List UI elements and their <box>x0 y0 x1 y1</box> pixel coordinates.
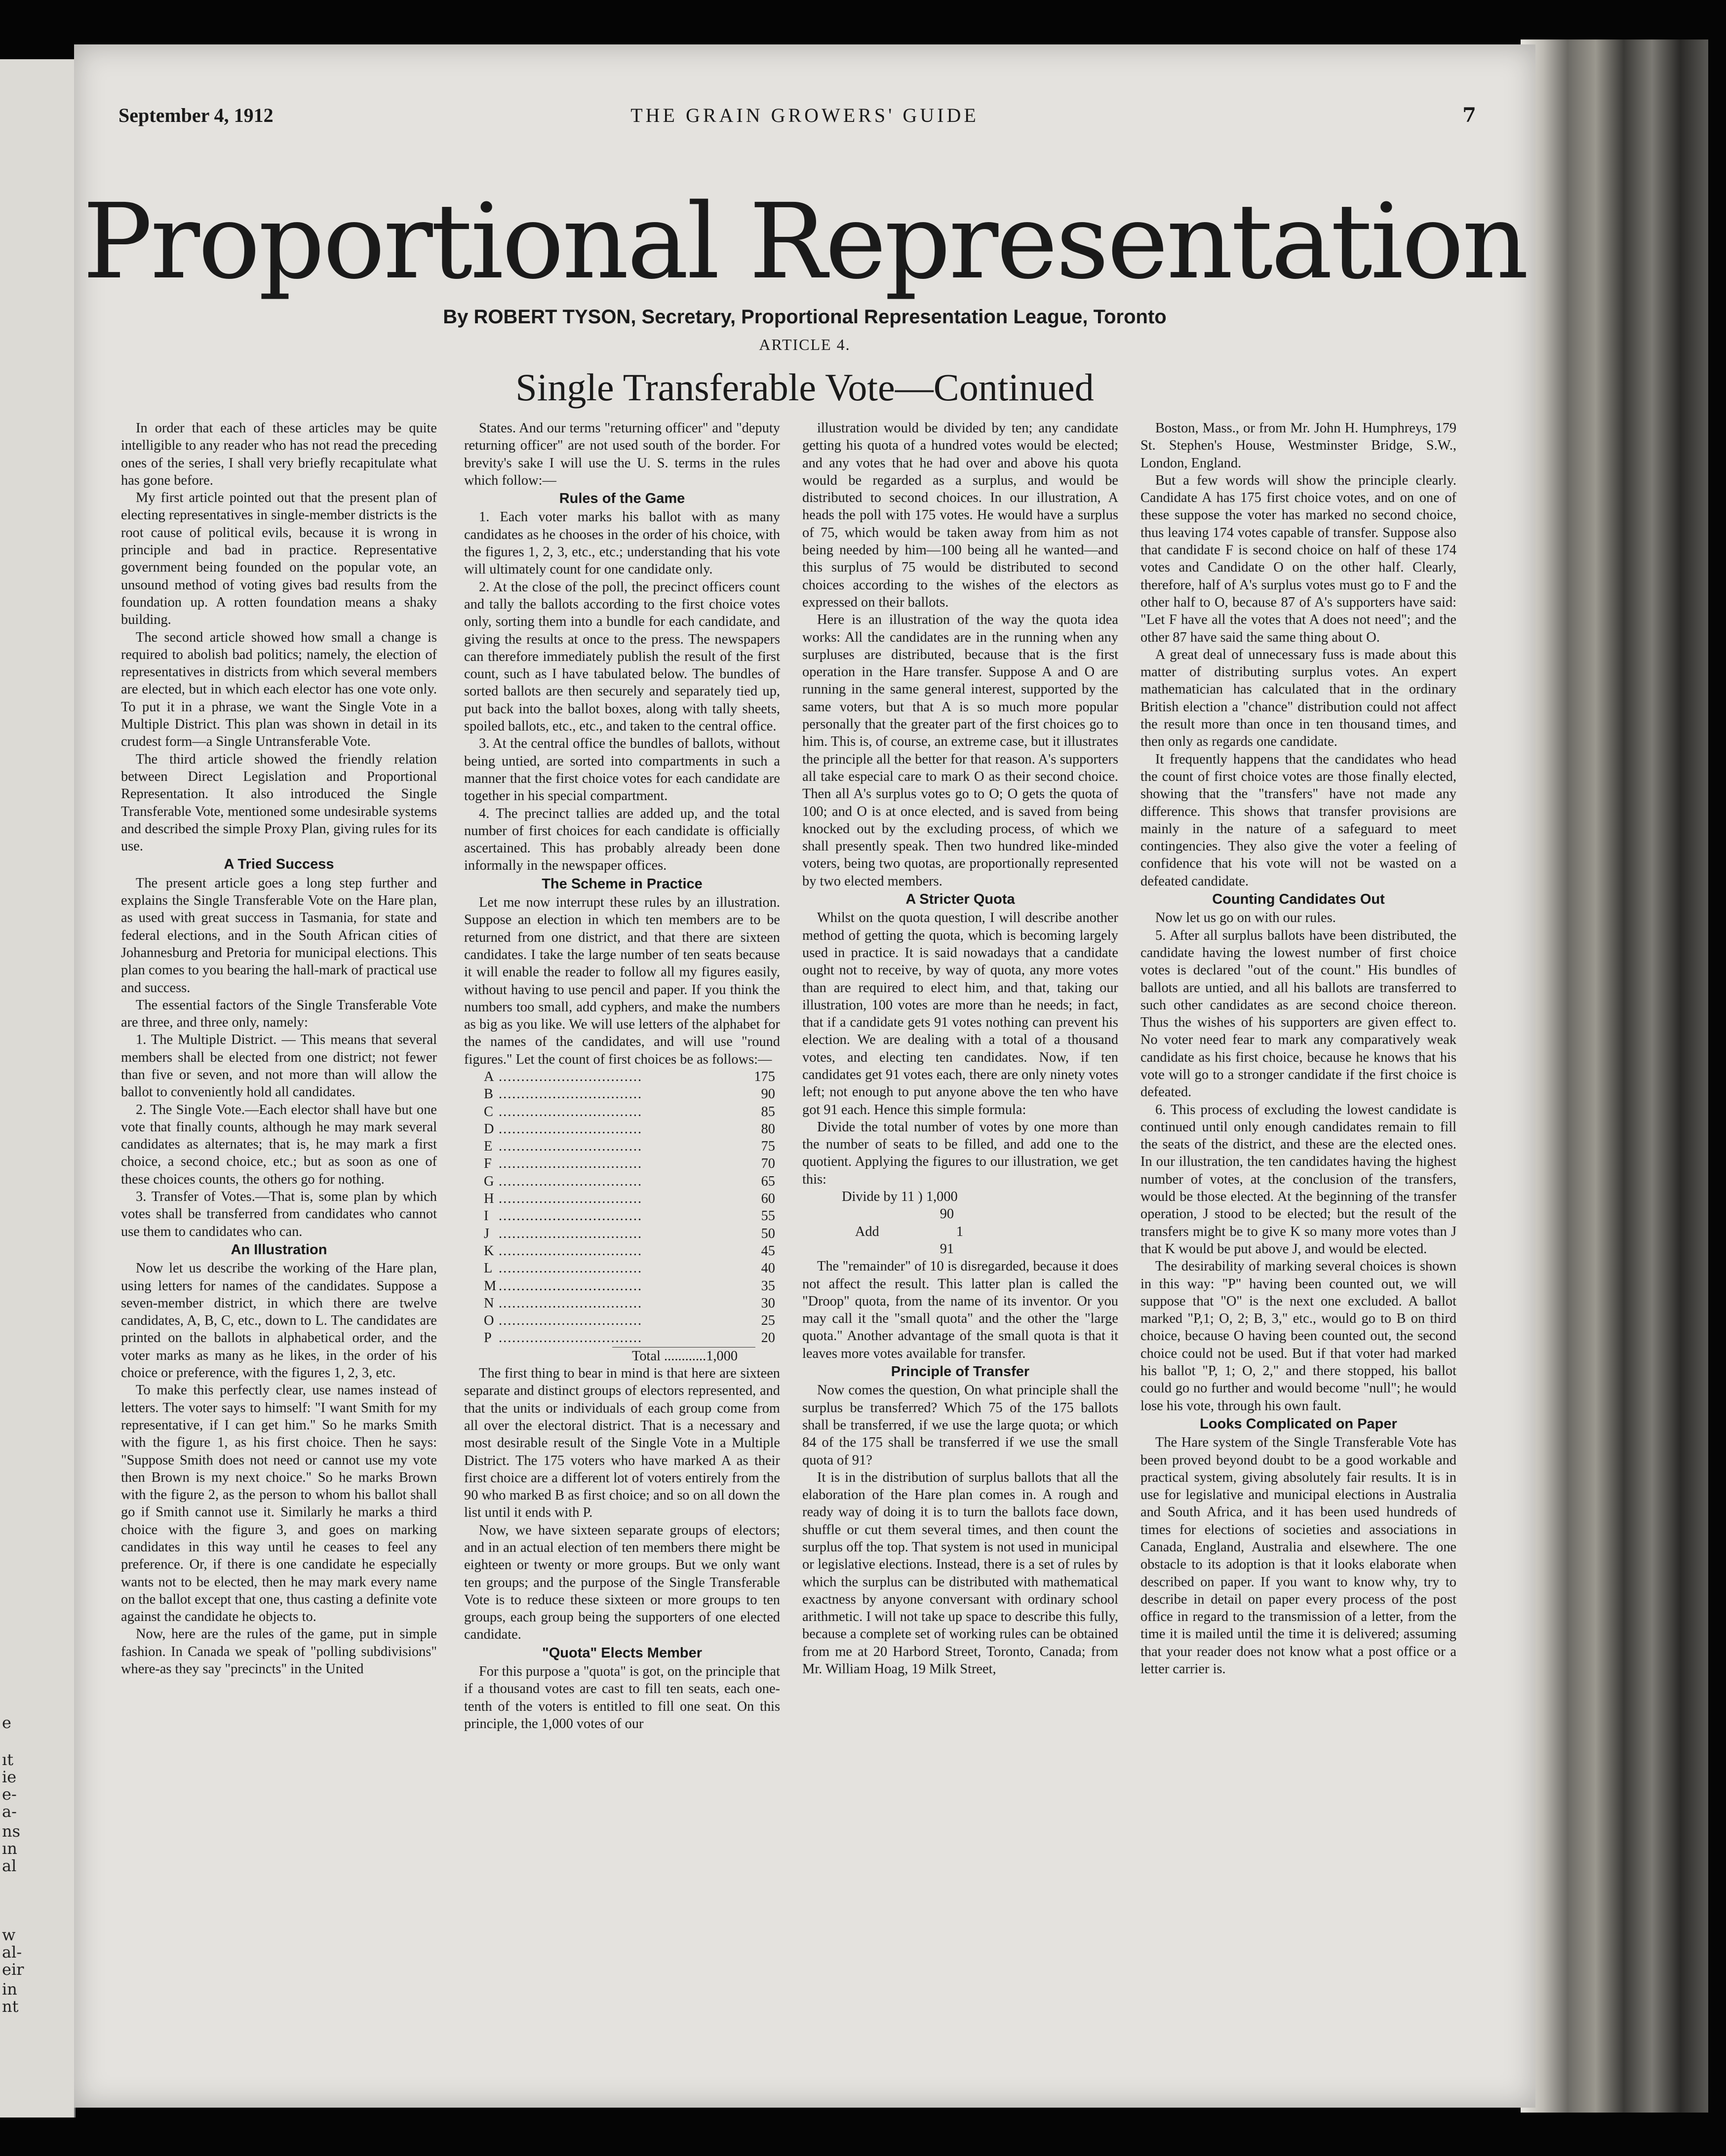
paragraph: The "remainder" of 10 is disregarded, because it does not affect the result. This latter plan is called the "Droop" quota, from the name of its inventor. Or you may call it the "small quota" and the other the "large quota." Another advantage of the small quota is that it leaves more votes available for transfer. <box>802 1259 1118 1361</box>
margin-fragment: ns <box>2 1822 21 1841</box>
vote-count: 25 <box>761 1313 775 1329</box>
paragraph: Boston, Mass., or from Mr. John H. Humphreys, 179 St. Stephen's House, Westminster Bridge, S.W., London, England. <box>1140 421 1456 471</box>
leader-dots <box>499 1260 741 1277</box>
paragraph: My first article pointed out that the present plan of electing representatives in single-member districts is the root cause of political evils, because it is wrong in principle and bad in practice. Representative government being founded on the popular vote, an unsound method of voting gives bad results from the foundation up. A rotten foundation means a shaky building. <box>121 490 437 628</box>
page-header <box>74 104 1535 133</box>
leader-dots <box>499 1068 741 1085</box>
page-number: 7 <box>1462 104 1476 127</box>
calc-line: Divide by 11 ) 1,000 <box>842 1189 958 1205</box>
paragraph: To make this perfectly clear, use names instead of letters. The voter says to himself: "I want Smith for my representative, if I can get him." So he marks Smith with the figure 1, as his first choice. Then he says: "Suppose Smith does not need or cannot use my vote then Brown is my next choice." So he marks Brown with the figure 2, as the person to whom his ballot shall go if Smith cannot use it. Similarly he marks a third choice with the figure 3, and goes on marking candidates in this way until he ceases to feel any preference. Or, if there is one candidate he especially wants not to be elected, then he may mark every name on the ballot except that one, thus casting a definite vote against the candidate he objects to. <box>121 1383 437 1625</box>
paragraph: Now, we have sixteen separate groups of electors; and in an actual election of ten members there might be eighteen or twenty or more groups. But we only want ten groups; and the purpose of the Single Transferable Vote is to reduce these sixteen or more groups to ten groups, each group being the supporters of one elected candidate. <box>464 1522 780 1643</box>
candidate-letter: M <box>484 1278 497 1294</box>
paragraph: Let me now interrupt these rules by an illustration. Suppose an election in which ten members are to be returned from one district, and that there are sixteen candidates. I take the large number of ten seats because it will enable the reader to follow all my figures easily, without having to use pencil and paper. If you think the numbers too small, add cyphers, and make the numbers as big as you like. We will use letters of the alphabet for the names of the candidates, and will use "round figures." Let the count of first choices be as follows:— <box>464 895 780 1067</box>
heading-scheme: The Scheme in Practice <box>542 876 703 892</box>
paragraph: The Hare system of the Single Transferable Vote has been proved beyond doubt to be a good workable and practical system, giving absolutely fair results. It is in use for legislative and municipal elections in Australia and South Africa, and it has been used hundreds of times for elections of societies and associations in Canada, England, Australia and elsewhere. The one obstacle to its adoption is that it looks elaborate when described on paper. If you want to know why, try to describe in detail on paper every process of the post office in regard to the transmission of a letter, from the time it is mailed until the time it is delivered; assuming that your reader does not know what a post office or a letter carrier is. <box>1140 1435 1456 1677</box>
paragraph: 3. Transfer of Votes.—That is, some plan by which votes shall be transferred from candidates who cannot use them to candidates who can. <box>121 1189 437 1239</box>
vote-count: 70 <box>761 1156 775 1172</box>
margin-fragment: in <box>2 1980 17 1999</box>
vote-count: 30 <box>761 1295 775 1311</box>
tally-row <box>464 1190 780 1207</box>
column-2 <box>464 420 780 1732</box>
calc-line: 90 <box>842 1206 954 1222</box>
leader-dots <box>499 1085 741 1103</box>
tally-row <box>464 1207 780 1225</box>
candidate-letter: I <box>484 1208 489 1224</box>
paragraph: 1. The Multiple District. — This means that several members shall be elected from one district; not fewer than five or seven, and not more than will allow the ballot to conveniently hold all candidates. <box>121 1032 437 1100</box>
article-number: ARTICLE 4. <box>759 336 851 353</box>
tally-row <box>464 1120 780 1138</box>
heading-quota: "Quota" Elects Member <box>542 1645 703 1661</box>
candidate-letter: P <box>484 1330 492 1346</box>
heading-counting: Counting Candidates Out <box>1212 891 1385 908</box>
candidate-letter: J <box>484 1226 490 1241</box>
leader-dots <box>499 1295 741 1312</box>
tally-row <box>464 1068 780 1085</box>
candidate-letter: A <box>484 1069 494 1084</box>
candidate-letter: B <box>484 1086 493 1102</box>
candidate-letter: H <box>484 1191 494 1207</box>
leader-dots <box>499 1173 741 1190</box>
candidate-letter: N <box>484 1295 494 1311</box>
vote-count: 90 <box>761 1086 775 1102</box>
candidate-letter: D <box>484 1121 494 1137</box>
margin-fragment: ie <box>2 1768 17 1786</box>
vote-count: 175 <box>754 1069 775 1084</box>
paragraph: It is in the distribution of surplus ballots that all the elaboration of the Hare plan comes in. A rough and ready way of doing it is to turn the ballots face down, shuffle or cut them several times, and then count the surplus off the top. That system is not used in municipal or legislative elections. Instead, there is a set of rules by which the surplus can be distributed with mathematical exactness by anyone conversant with ordinary school arithmetic. I will not take up space to describe this fully, because a complete set of working rules can be obtained from me at 20 Harbord Street, Toronto, Canada; from Mr. William Hoag, 19 Milk Street, <box>802 1469 1118 1677</box>
tally-row <box>464 1260 780 1277</box>
first-choice-tally <box>464 1068 780 1347</box>
paragraph: 2. At the close of the poll, the precinct officers count and tally the ballots according to the first choice votes only, sorting them into a bundle for each candidate, and giving the results at once to the press. The newspapers can therefore immediately publish the result of the first count, such as I have tabulated below. The bundles of sorted ballots are then securely and separately tied up, put back into the ballot boxes, along with tally sheets, spoiled ballots, etc., etc., and taken to the central office. <box>464 579 780 734</box>
margin-fragment: w <box>2 1925 16 1944</box>
paragraph: The essential factors of the Single Transferable Vote are three, and three only, namely: <box>121 997 437 1031</box>
margin-fragment: e- <box>2 1785 17 1804</box>
candidate-letter: G <box>484 1173 494 1189</box>
paragraph: 2. The Single Vote.—Each elector shall have but one vote that finally counts, although he may mark several candidates as alternates; that is, he may mark a first choice, a second choice, etc.; but as soon as one of these choices counts, the others go for nothing. <box>121 1102 437 1187</box>
margin-fragment: al <box>2 1856 17 1875</box>
column-4 <box>1140 420 1456 1678</box>
paragraph: The desirability of marking several choices is shown in this way: "P" having been counted out, we will suppose that "O" is the next one excluded. A ballot marked "P,1; O, 2; B, 3," etc., would go to B on third choice, because O having been counted out, the second choice could not be used. But if that voter had marked his ballot "P, 1; O, 2," and there stopped, his ballot could go no further and would become "null"; he would lose his vote, through his own fault. <box>1140 1259 1456 1414</box>
candidate-letter: E <box>484 1139 493 1155</box>
tally-row <box>464 1155 780 1172</box>
paragraph: The third article showed the friendly relation between Direct Legislation and Proportional Representation. It also introduced the Single Transferable Vote, mentioned some undesirable systems and described the simple Proxy Plan, giving rules for its use. <box>121 751 437 854</box>
leader-dots <box>499 1312 741 1329</box>
vote-count: 20 <box>761 1330 775 1346</box>
quota-calculation <box>802 1188 1118 1258</box>
paragraph: States. And our terms "returning officer" and "deputy returning officer" are not used south of the border. For brevity's sake I will use the U. S. terms in the rules which follow:— <box>464 421 780 488</box>
leader-dots <box>499 1242 741 1260</box>
byline: By ROBERT TYSON, Secretary, Proportional Representation League, Toronto <box>443 306 1167 328</box>
vote-count: 55 <box>761 1208 775 1224</box>
paragraph: It frequently happens that the candidates who head the count of first choice votes are those finally elected, showing that the "transfers" have not made any difference. This shows that transfer provisions are mainly in the nature of a safeguard to meet contingencies. They also give the voter a feeling of confidence that his vote will not be wasted on a defeated candidate. <box>1140 751 1456 889</box>
vote-count: 85 <box>761 1104 775 1119</box>
column-3 <box>802 420 1118 1678</box>
vote-count: 45 <box>761 1243 775 1259</box>
margin-fragment: ıt <box>2 1750 14 1769</box>
adjacent-page-sliver <box>0 59 76 2118</box>
candidate-letter: C <box>484 1104 493 1119</box>
article-subtitle: Single Transferable Vote—Continued <box>515 366 1094 409</box>
paragraph: 3. At the central office the bundles of ballots, without being untied, are sorted into compartments in such a manner that the first choice votes for each candidate are together in his special compartment. <box>464 736 780 804</box>
book-spine-edge <box>1521 39 1708 2113</box>
vote-count: 60 <box>761 1191 775 1207</box>
candidate-letter: F <box>484 1156 492 1172</box>
leader-dots <box>499 1138 741 1155</box>
vote-count: 40 <box>761 1261 775 1276</box>
leader-dots <box>499 1103 741 1120</box>
newspaper-name: THE GRAIN GROWERS' GUIDE <box>630 104 979 126</box>
paragraph: Now let us go on with our rules. <box>1155 910 1336 926</box>
paragraph: 5. After all surplus ballots have been distributed, the candidate having the lowest number of first choice votes is declared "out of the count." His bundles of ballots are untied, and all his ballots are transferred to such other candidates as are second choice thereon. Thus the wishes of his supporters are given effect to. No voter need fear to mark any comparatively weak candidate as his first choice, because he knows that his vote will go to a stronger candidate if the first choice is defeated. <box>1140 927 1456 1100</box>
vote-count: 50 <box>761 1226 775 1241</box>
calc-line: 91 <box>842 1241 954 1257</box>
newspaper-page <box>74 44 1535 2108</box>
tally-row <box>464 1173 780 1190</box>
paragraph: But a few words will show the principle clearly. Candidate A has 175 first choice votes, and on one of these suppose the voter has marked no second choice, thus leaving 174 votes capable of transfer. Suppose also that candidate F is second choice on half of these 174 votes and Candidate O on the other half. Clearly, therefore, half of A's surplus votes must go to F and the other half to O, because 87 of A's supporters have said: "Let F have all the votes that A does not need"; and the other 87 have said the same thing about O. <box>1140 472 1456 645</box>
leader-dots <box>499 1329 741 1347</box>
heading-tried-success: A Tried Success <box>224 856 334 873</box>
paragraph: 4. The precinct tallies are added up, and the total number of first choices for each candidate is officially ascertained. This has probably already been done informally in the newspaper offices. <box>464 806 780 874</box>
paragraph: The first thing to bear in mind is that here are sixteen separate and distinct groups of electors represented, and that the units or individuals of each group come from all over the electoral district. That is a necessary and most desirable result of the Single Vote in a Multiple District. The 175 voters who have marked A as their first choice are a different lot of voters entirely from the 90 who marked B as first choice; and so on all down the list until it ends with P. <box>464 1366 780 1521</box>
paragraph: Here is an illustration of the way the quota idea works: All the candidates are in the running when any surpluses are distributed, because that is the first operation in the Hare transfer. Suppose A and O are running in the same general interest, supported by the same voters, but that A is so much more popular personally that the greater part of the first choices go to him. This is, of course, an extreme case, but it illustrates the principle all the better for that reason. A's supporters all take especial care to mark O as their second choice. Then all A's surplus votes go to O; O gets the quota of 100; and O is at once elected, and is saved from being knocked out by the excluding process, of which we shall presently speak. Then two hundred like-minded voters, being two quotas, are proportionally represented by two elected members. <box>802 612 1118 889</box>
paragraph: 6. This process of excluding the lowest candidate is continued until only enough candidates remain to fill the seats of the district, and these are the elected ones. In our illustration, the ten candidates having the highest number of votes, at the conclusion of the transfers, would be those elected. At the beginning of the transfer operation, J stood to be elected; but the result of the transfers might be to give K so many more votes than J that K would be put above J, and would be elected. <box>1140 1102 1456 1257</box>
margin-fragment: a- <box>2 1802 17 1821</box>
paragraph: The present article goes a long step further and explains the Single Transferable Vote on the Hare plan, as used with great success in Tasmania, for state and federal elections, and in the South African cities of Johannesburg and Pretoria for municipal elections. This plan comes to you bearing the hall-mark of practical use and success. <box>121 875 437 996</box>
article-title: Proportional Representation <box>82 181 1527 302</box>
margin-fragment: ın <box>2 1839 17 1858</box>
vote-count: 75 <box>761 1139 775 1155</box>
heading-looks: Looks Complicated on Paper <box>1200 1416 1397 1432</box>
paragraph: illustration would be divided by ten; any candidate getting his quota of a hundred votes would be elected; and any votes that he had over and above his quota would be regarded as a surplus, and would be distributed to second choices. In our illustration, A heads the poll with 175 votes. He would have a surplus of 75, which would be taken away from him as not being needed by him—100 being all he wanted—and this surplus of 75 would be distributed to second choices according to the wishes of the electors as expressed on their ballots. <box>802 421 1118 610</box>
vote-count: 65 <box>761 1173 775 1189</box>
heading-illustration: An Illustration <box>231 1241 327 1258</box>
heading-principle: Principle of Transfer <box>891 1364 1030 1380</box>
vote-count: 80 <box>761 1121 775 1137</box>
tally-row <box>464 1103 780 1120</box>
margin-fragment: al- <box>2 1943 22 1962</box>
paragraph: Now, here are the rules of the game, put in simple fashion. In Canada we speak of "polling subdivisions" where-as they say "precincts" in the United <box>121 1626 437 1677</box>
tally-row <box>464 1295 780 1312</box>
tally-row <box>464 1277 780 1295</box>
heading-rules: Rules of the Game <box>559 491 685 507</box>
vote-count: 35 <box>761 1278 775 1294</box>
paragraph: Now comes the question, On what principle shall the surplus be transferred? Which 75 of the 175 ballots shall be transferred, if we use the large quota; or which 84 of the 175 shall be transferred if we use the small quota of 91? <box>802 1383 1118 1468</box>
leader-dots <box>499 1207 741 1225</box>
tally-row <box>464 1312 780 1329</box>
margin-fragment: nt <box>2 1997 19 2016</box>
paragraph: Divide the total number of votes by one more than the number of seats to be filled, and add one to the quotient. Applying the figures to our illustration, we get this: <box>802 1119 1118 1187</box>
margin-fragment: eir <box>2 1960 24 1979</box>
paragraph: 1. Each voter marks his ballot with as many candidates as he chooses in the order of his choice, with the figures 1, 2, 3, etc., etc.; understanding that his vote will ultimately count for one candidate only. <box>464 509 780 578</box>
leader-dots <box>499 1277 741 1295</box>
paragraph: In order that each of these articles may be quite intelligible to any reader who has not read the preceding ones of the series, I shall very briefly recapitulate what has gone before. <box>121 421 437 488</box>
paragraph: The second article showed how small a change is required to abolish bad politics; namely, the election of representatives in districts from which several members are elected, but in which each elector has one vote only. To put it in a phrase, we want the Single Vote in a Multiple District. This plan was shown in detail in its crudest form—a Single Untransferable Vote. <box>121 629 437 750</box>
tally-row <box>464 1242 780 1260</box>
column-1 <box>121 420 437 1678</box>
tally-row <box>464 1138 780 1155</box>
tally-total: Total ............1,000 <box>612 1347 755 1365</box>
leader-dots <box>499 1190 741 1207</box>
leader-dots <box>499 1120 741 1138</box>
paragraph: For this purpose a "quota" is got, on the principle that if a thousand votes are cast to fill ten seats, each one-tenth of the voters is entitled to fill one seat. On this principle, the 1,000 votes of our <box>464 1664 780 1732</box>
tally-row <box>464 1085 780 1103</box>
paragraph: A great deal of unnecessary fuss is made about this matter of distributing surplus votes. An expert mathematician has calculated that in the ordinary British election a "chance" distribution could not affect the result more than once in ten thousand times, and then only as regards one candidate. <box>1140 647 1456 750</box>
tally-row <box>464 1329 780 1347</box>
calc-line: Add 1 <box>842 1224 964 1239</box>
candidate-letter: O <box>484 1313 494 1329</box>
issue-date: September 4, 1912 <box>118 104 274 126</box>
margin-fragment: e <box>2 1713 11 1732</box>
candidate-letter: L <box>484 1261 493 1276</box>
tally-row <box>464 1225 780 1242</box>
paragraph: Now let us describe the working of the Hare plan, using letters for names of the candidates. Suppose a seven-member district, in which there are twelve candidates, A, B, C, etc., down to L. The candidates are printed on the ballots in alphabetical order, and the voter marks as many as he likes, in the order of his choice or preference, with the figures 1, 2, 3, etc. <box>121 1261 437 1381</box>
leader-dots <box>499 1225 741 1242</box>
paragraph: Whilst on the quota question, I will describe another method of getting the quota, which is becoming largely used in practice. It is said nowadays that a candidate ought not to receive, by way of quota, any more votes than are required to elect him, and that, taking our illustration, 100 votes are more than he needs; in fact, that if a candidate gets 91 votes nothing can prevent his election. We are dealing with a total of a thousand votes, and electing ten candidates. Now, if ten candidates get 91 votes each, there are only ninety votes left; not enough to put anyone above the ten who have got 91 each. Hence this simple formula: <box>802 910 1118 1117</box>
candidate-letter: K <box>484 1243 494 1259</box>
heading-stricter-quota: A Stricter Quota <box>905 891 1015 908</box>
leader-dots <box>499 1155 741 1172</box>
